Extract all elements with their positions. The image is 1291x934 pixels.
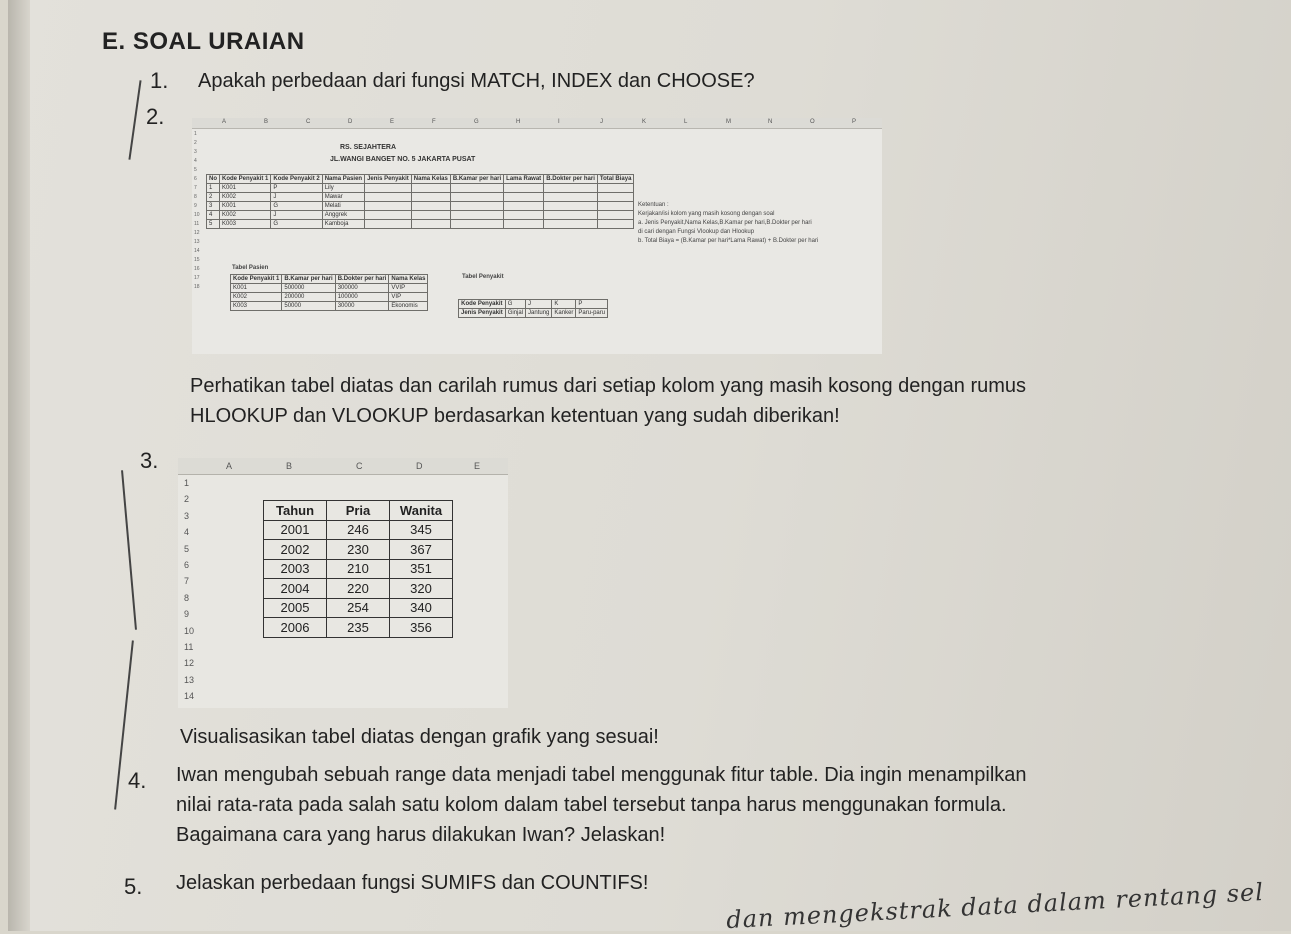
table-cell: Mawar xyxy=(322,193,364,202)
table-row xyxy=(264,559,453,579)
table-header: Wanita xyxy=(390,501,453,521)
row-numbers: 1 2 3 4 5 6 7 8 9 10 11 12 13 14 15 16 17 18 xyxy=(194,131,200,290)
table-cell xyxy=(411,211,450,220)
column-letter: A xyxy=(222,119,227,125)
table-row xyxy=(231,293,428,302)
main-table-header: Kode Penyakit 2 xyxy=(271,175,322,184)
row-number: 13 xyxy=(184,674,195,685)
table-cell: 2003 xyxy=(264,559,327,579)
table-cell: K001 xyxy=(231,284,282,293)
q2-text-line2: HLOOKUP dan VLOOKUP berdasarkan ketentuan yang sudah diberikan! xyxy=(190,405,840,427)
table-cell: 230 xyxy=(327,540,390,560)
table-cell xyxy=(365,193,412,202)
row-number: 12 xyxy=(184,658,195,669)
table-cell xyxy=(544,184,598,193)
pasien-table xyxy=(230,274,428,311)
table-cell: K002 xyxy=(220,211,271,220)
pasien-table-label: Tabel Pasien xyxy=(232,265,269,271)
table-cell: J xyxy=(526,300,552,309)
handwritten-answer: dan mengekstrak data dalam rentang sel xyxy=(725,877,1265,934)
table-header: Tahun xyxy=(264,501,327,521)
row-number: 2 xyxy=(184,494,190,505)
row-number: 5 xyxy=(184,543,190,554)
column-letter: P xyxy=(852,119,857,125)
table-cell: J xyxy=(271,193,322,202)
table-cell: K003 xyxy=(231,302,282,311)
table-cell: 500000 xyxy=(282,284,335,293)
column-letter: C xyxy=(356,461,363,471)
table-cell: 3 xyxy=(207,202,220,211)
row-number: 6 xyxy=(184,560,190,570)
table-cell xyxy=(544,211,598,220)
ketentuan-note: b. Total Biaya = (B.Kamar per hari*Lama Rawat) + B.Dokter per hari xyxy=(638,238,819,244)
ketentuan-note: a. Jenis Penyakit,Nama Kelas,B.Kamar per hari,B.Dokter per hari xyxy=(638,220,812,226)
table-cell: 2006 xyxy=(264,618,327,638)
row-number: 11 xyxy=(184,642,194,652)
q5-number: 5. xyxy=(124,874,143,899)
table-cell xyxy=(450,202,503,211)
table-cell: Kamboja xyxy=(322,220,364,229)
table-cell xyxy=(450,211,503,220)
table-cell: G xyxy=(271,202,322,211)
q2-spreadsheet xyxy=(192,118,882,354)
table-cell xyxy=(544,220,598,229)
column-letter: N xyxy=(768,119,773,125)
table-cell: 235 xyxy=(327,618,390,638)
table-cell: 200000 xyxy=(282,293,335,302)
table-row xyxy=(264,540,453,560)
column-letter: E xyxy=(390,119,395,125)
q2-number: 2. xyxy=(146,104,165,129)
q4-line1: Iwan mengubah sebuah range data menjadi tabel menggunak fitur table. Dia ingin menampilkan xyxy=(176,764,1027,786)
table-cell: G xyxy=(271,220,322,229)
q1-text: Apakah perbedaan dari fungsi MATCH, INDEX dan CHOOSE? xyxy=(198,70,755,92)
table-cell: 2002 xyxy=(264,540,327,560)
column-letter: C xyxy=(306,119,311,125)
table-cell: Lily xyxy=(322,184,364,193)
main-table-header: B.Dokter per hari xyxy=(544,175,598,184)
table-row xyxy=(459,300,608,309)
penyakit-table xyxy=(458,299,608,318)
row-number: 4 xyxy=(184,527,190,538)
row-number: 10 xyxy=(184,625,195,636)
table-row xyxy=(264,598,453,618)
table-cell xyxy=(504,211,544,220)
table-row xyxy=(264,520,453,540)
table-cell: Kode Penyakit xyxy=(459,300,506,309)
table-cell: 2005 xyxy=(264,598,327,618)
table-cell: Melati xyxy=(322,202,364,211)
table-row xyxy=(207,211,634,220)
sheet-subtitle: JL.WANGI BANGET NO. 5 JAKARTA PUSAT xyxy=(330,156,476,163)
table-cell xyxy=(597,193,634,202)
ketentuan-note: di cari dengan Fungsi Vlookup dan Hlookup xyxy=(638,229,755,235)
table-cell xyxy=(411,202,450,211)
column-letter: J xyxy=(600,119,603,125)
table-cell: G xyxy=(505,300,525,309)
table-cell: 320 xyxy=(390,579,453,599)
table-row xyxy=(207,202,634,211)
ketentuan-note: Kerjakan/isi kolom yang masih kosong dengan soal xyxy=(638,211,775,217)
table-cell xyxy=(411,184,450,193)
q4-line3: Bagaimana cara yang harus dilakukan Iwan? Jelaskan! xyxy=(176,824,666,846)
column-letter: D xyxy=(348,119,353,125)
table-cell xyxy=(411,193,450,202)
table-cell: 367 xyxy=(390,540,453,560)
table-cell: 2 xyxy=(207,193,220,202)
row-number: 7 xyxy=(184,576,190,587)
q2-text-line1: Perhatikan tabel diatas dan carilah rumus dari setiap kolom yang masih kosong dengan rumus xyxy=(190,375,1027,397)
page-edge xyxy=(8,0,30,931)
table-row xyxy=(231,284,428,293)
table-cell xyxy=(365,220,412,229)
table-cell xyxy=(544,193,598,202)
table-row xyxy=(264,618,453,638)
pasien-table-header: B.Kamar per hari xyxy=(282,275,335,284)
row-number: 1 xyxy=(184,478,190,488)
table-cell: VVIP xyxy=(389,284,428,293)
column-letter: H xyxy=(516,119,521,125)
table-cell xyxy=(411,220,450,229)
table-cell xyxy=(450,184,503,193)
main-table-header: Nama Pasien xyxy=(322,175,364,184)
table-row xyxy=(264,579,453,599)
year-gender-table xyxy=(263,500,453,638)
table-cell xyxy=(504,220,544,229)
table-cell: 30000 xyxy=(335,302,389,311)
q3-number: 3. xyxy=(140,448,159,473)
section-title: E. SOAL URAIAN xyxy=(102,28,305,55)
column-letter: A xyxy=(226,461,233,471)
row-number: 14 xyxy=(184,691,195,702)
column-letter: O xyxy=(810,119,815,125)
table-cell: P xyxy=(271,184,322,193)
table-cell: Jantung xyxy=(526,309,552,318)
table-cell: 300000 xyxy=(335,284,389,293)
column-header-bar xyxy=(192,118,882,129)
table-cell xyxy=(597,184,634,193)
table-cell: 351 xyxy=(390,559,453,579)
table-row xyxy=(207,184,634,193)
table-cell: P xyxy=(576,300,608,309)
main-table-header: Kode Penyakit 1 xyxy=(220,175,271,184)
pasien-table-header: B.Dokter per hari xyxy=(335,275,389,284)
table-cell: Kanker xyxy=(552,309,576,318)
table-row xyxy=(207,220,634,229)
column-letter: D xyxy=(416,461,423,471)
table-cell xyxy=(365,211,412,220)
table-cell: 2004 xyxy=(264,579,327,599)
table-cell xyxy=(597,220,634,229)
row-number: 3 xyxy=(184,510,190,521)
column-letter: G xyxy=(474,119,479,125)
main-table xyxy=(206,174,634,229)
main-table-header: Nama Kelas xyxy=(411,175,450,184)
table-cell: K xyxy=(552,300,576,309)
table-cell: 340 xyxy=(390,598,453,618)
table-cell: K003 xyxy=(220,220,271,229)
pasien-table-header: Kode Penyakit 1 xyxy=(231,275,282,284)
column-header-bar xyxy=(178,458,508,475)
column-letter: B xyxy=(286,461,293,471)
q3-text: Visualisasikan tabel diatas dengan grafik yang sesuai! xyxy=(180,726,659,748)
table-cell xyxy=(504,202,544,211)
table-cell: K001 xyxy=(220,202,271,211)
q4-number: 4. xyxy=(128,768,147,793)
table-row xyxy=(231,302,428,311)
q4-line2: nilai rata-rata pada salah satu kolom dalam tabel tersebut tanpa harus menggunakan formula. xyxy=(176,794,1007,816)
table-cell: VIP xyxy=(389,293,428,302)
table-cell: 254 xyxy=(327,598,390,618)
table-cell: 1 xyxy=(207,184,220,193)
table-cell xyxy=(504,193,544,202)
main-table-header: Jenis Penyakit xyxy=(365,175,412,184)
table-row xyxy=(459,309,608,318)
table-cell: 356 xyxy=(390,618,453,638)
sheet-title: RS. SEJAHTERA xyxy=(340,144,397,151)
table-cell: Ekonomis xyxy=(389,302,428,311)
table-cell: 220 xyxy=(327,579,390,599)
table-cell: K002 xyxy=(231,293,282,302)
table-header: Pria xyxy=(327,501,390,521)
ketentuan-note: Ketentuan : xyxy=(638,202,669,208)
column-letter: L xyxy=(684,119,688,125)
table-cell xyxy=(544,202,598,211)
row-number: 8 xyxy=(184,592,190,603)
row-number: 9 xyxy=(184,609,190,620)
q1-number: 1. xyxy=(150,68,169,93)
penyakit-table-label: Tabel Penyakit xyxy=(462,274,504,280)
table-cell: Jenis Penyakit xyxy=(459,309,506,318)
table-cell: Anggrek xyxy=(322,211,364,220)
table-cell: K002 xyxy=(220,193,271,202)
table-cell: 210 xyxy=(327,559,390,579)
table-cell xyxy=(450,220,503,229)
table-cell: 2001 xyxy=(264,520,327,540)
table-cell: 246 xyxy=(327,520,390,540)
column-letter: M xyxy=(726,119,731,125)
table-cell xyxy=(365,184,412,193)
table-cell: 345 xyxy=(390,520,453,540)
main-table-header: B.Kamar per hari xyxy=(450,175,503,184)
table-cell: 100000 xyxy=(335,293,389,302)
main-table-header: Total Biaya xyxy=(597,175,634,184)
table-cell xyxy=(597,202,634,211)
column-letter: F xyxy=(432,119,436,125)
main-table-header: Lama Rawat xyxy=(504,175,544,184)
table-cell: 50000 xyxy=(282,302,335,311)
table-cell: Paru-paru xyxy=(576,309,608,318)
column-letter: B xyxy=(264,119,269,125)
table-cell xyxy=(597,211,634,220)
column-letter: I xyxy=(558,119,560,125)
table-cell xyxy=(504,184,544,193)
q5-text: Jelaskan perbedaan fungsi SUMIFS dan COUNTIFS! xyxy=(176,872,649,894)
main-table-header: No xyxy=(207,175,220,184)
table-cell: 5 xyxy=(207,220,220,229)
table-cell xyxy=(365,202,412,211)
q3-spreadsheet xyxy=(178,458,508,708)
table-row xyxy=(207,193,634,202)
table-cell: Ginjal xyxy=(505,309,525,318)
table-cell: K001 xyxy=(220,184,271,193)
pasien-table-header: Nama Kelas xyxy=(389,275,428,284)
column-letter: K xyxy=(642,119,647,125)
table-cell: J xyxy=(271,211,322,220)
column-letter: E xyxy=(474,461,481,471)
table-cell: 4 xyxy=(207,211,220,220)
table-cell xyxy=(450,193,503,202)
